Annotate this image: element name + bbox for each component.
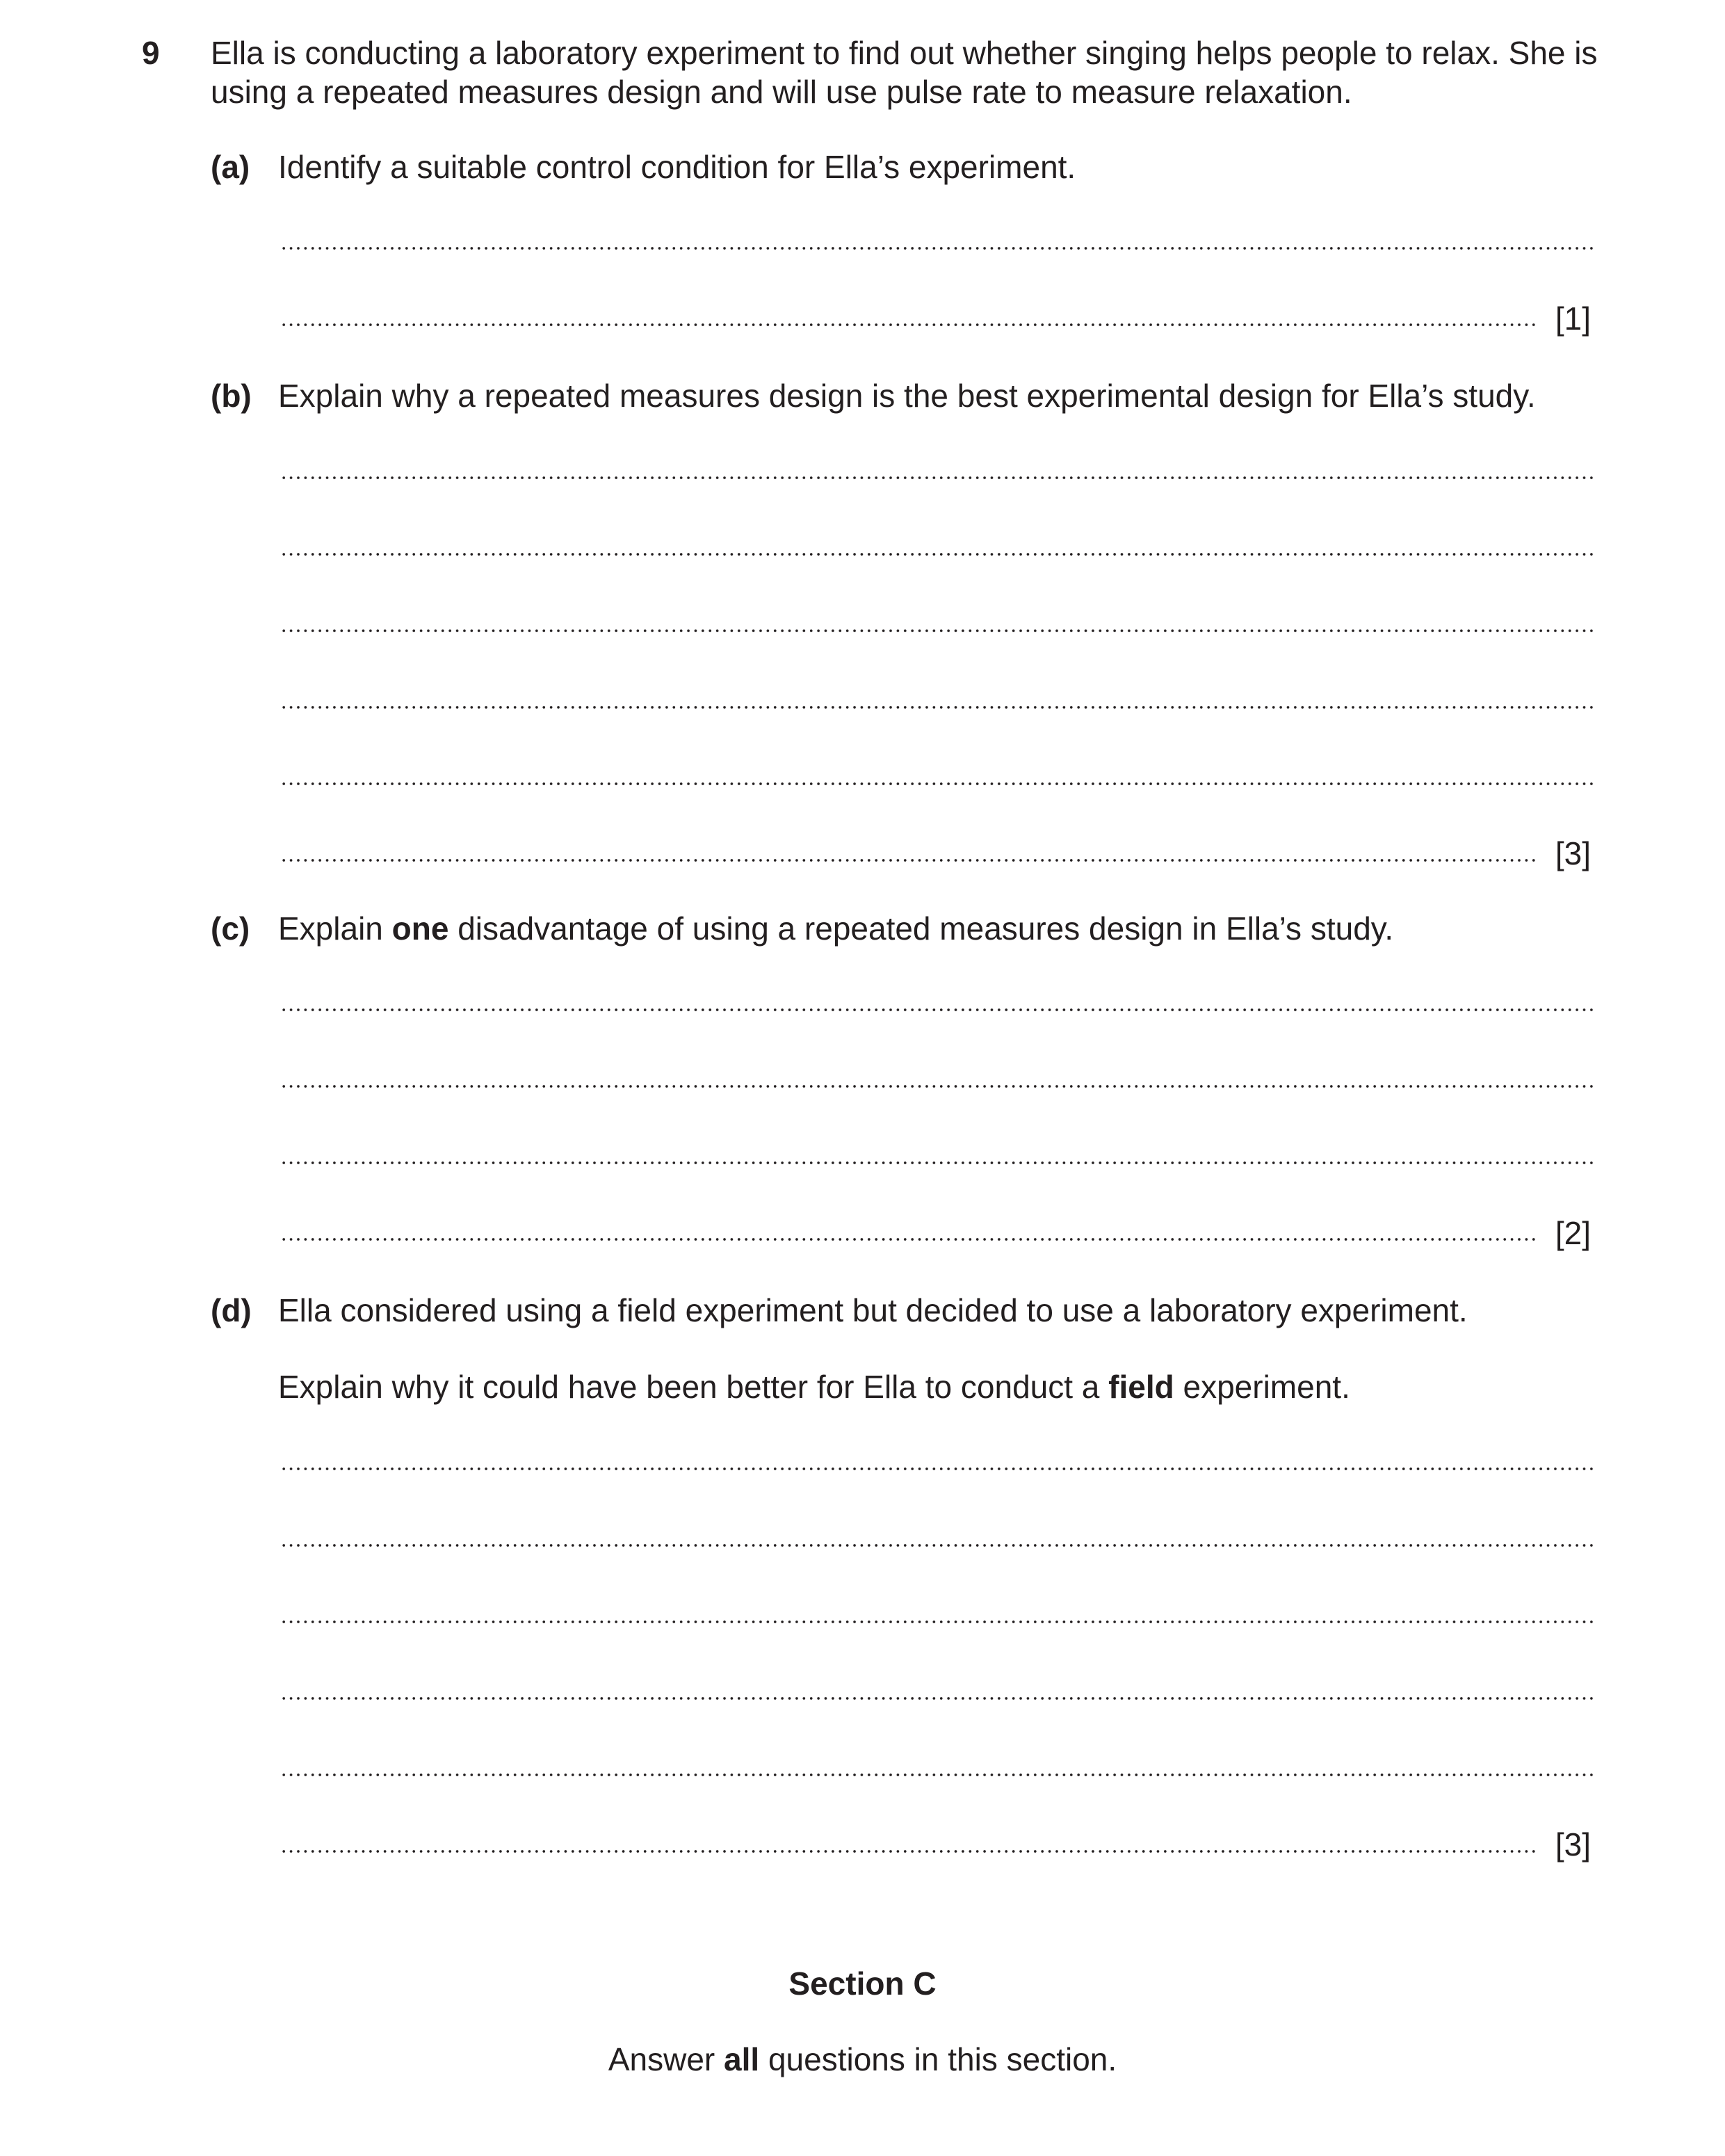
section-title: Section C <box>788 1965 937 2002</box>
part-a-text: Identify a suitable control condition for Ella’s experiment. <box>278 149 1076 185</box>
answer-line[interactable] <box>280 1006 1596 1013</box>
question-stem: Ella is conducting a laboratory experiment to find out whether singing helps people to relax. She is using a repeated measures design and will use pulse rate to measure relaxation. <box>211 35 1598 110</box>
part-d-text2-before: Explain why it could have been better for Ella to conduct a <box>278 1369 1109 1405</box>
section-instruction-before: Answer <box>608 2041 724 2077</box>
part-d-text2-after: experiment. <box>1174 1369 1350 1405</box>
answer-line[interactable] <box>280 1618 1596 1625</box>
answer-line[interactable] <box>280 1771 1596 1778</box>
part-d-text: Ella considered using a field experiment but decided to use a laboratory experiment. <box>278 1292 1468 1328</box>
answer-line[interactable] <box>280 627 1596 634</box>
answer-line[interactable] <box>280 1159 1596 1166</box>
part-c-marks: [2] <box>1555 1215 1591 1251</box>
answer-line[interactable] <box>280 704 1596 711</box>
section-instruction-after: questions in this section. <box>759 2041 1117 2077</box>
part-c-text-before: Explain <box>278 910 392 947</box>
part-a-label: (a) <box>211 149 250 185</box>
question-number: 9 <box>142 35 160 71</box>
part-d-text-2 <box>278 1367 1634 1406</box>
answer-line[interactable] <box>280 321 1539 328</box>
part-d-label: (d) <box>211 1292 252 1328</box>
answer-line[interactable] <box>280 1236 1539 1243</box>
answer-line[interactable] <box>280 1542 1596 1549</box>
part-c-text <box>278 909 1634 948</box>
part-d-text2-emphasis: field <box>1108 1369 1174 1405</box>
part-d-marks: [3] <box>1555 1826 1591 1863</box>
part-c-text-after: disadvantage of using a repeated measures design in Ella’s study. <box>448 910 1394 947</box>
answer-line[interactable] <box>280 1695 1596 1702</box>
answer-line[interactable] <box>280 857 1539 864</box>
answer-line[interactable] <box>280 245 1596 252</box>
part-a-marks: [1] <box>1555 300 1591 337</box>
answer-line[interactable] <box>280 1083 1596 1090</box>
answer-line[interactable] <box>280 1848 1539 1855</box>
answer-line[interactable] <box>280 1465 1596 1472</box>
part-b-marks: [3] <box>1555 835 1591 871</box>
answer-line[interactable] <box>280 474 1596 481</box>
part-b-text: Explain why a repeated measures design is the best experimental design for Ella’s study. <box>278 378 1536 414</box>
part-b-label: (b) <box>211 378 252 414</box>
section-instruction-emphasis: all <box>724 2041 760 2077</box>
answer-line[interactable] <box>280 780 1596 787</box>
part-c-label: (c) <box>211 910 250 947</box>
part-c-text-emphasis: one <box>391 910 449 947</box>
section-instruction <box>0 2040 1725 2079</box>
answer-line[interactable] <box>280 551 1596 558</box>
